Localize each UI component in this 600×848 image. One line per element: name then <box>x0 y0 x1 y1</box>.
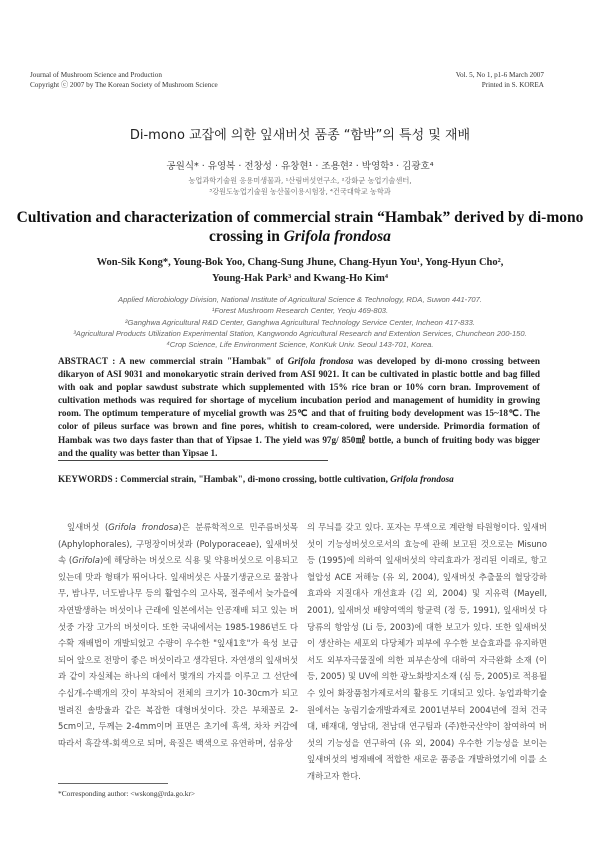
english-affiliations <box>0 294 600 350</box>
keywords-label: KEYWORDS : <box>58 474 118 484</box>
korean-affiliation-1: 농업과학기술원 응용미생물과, ¹산림버섯연구소, ²강화군 농업기술센터, <box>188 176 412 185</box>
english-title-line1: Cultivation and characterization of commercial strain “Hambak” derived by di-mono <box>16 209 584 226</box>
english-authors-line1: Won-Sik Kong*, Young-Bok Yoo, Chang-Sung Jhune, Chang-Hyun You¹, Yong-Hyun Cho², <box>96 257 504 268</box>
korean-authors: 공원식* · 유영복 · 전창성 · 유창현¹ · 조용현² · 박영학³ · 김광호⁴ <box>166 161 434 172</box>
issue-info: Vol. 5, No 1, p1-6 March 2007 <box>455 71 544 79</box>
corresponding-author-footnote: *Corresponding author: <wskong@rda.go.kr> <box>58 789 196 798</box>
body-column-left <box>58 519 298 751</box>
english-title <box>0 208 600 246</box>
english-title-line2 <box>0 227 600 246</box>
keywords <box>58 474 454 484</box>
keywords-species: Grifola frondosa <box>390 474 454 484</box>
abstract-divider <box>58 460 328 461</box>
korean-title: Di-mono 교잡에 의한 잎새버섯 품종 “함박”의 특성 및 재배 <box>129 128 471 143</box>
journal-header-left <box>30 70 218 90</box>
journal-header-right <box>456 70 544 90</box>
body-left-species: Grifola frondosa <box>108 522 179 532</box>
title-species: Grifola frondosa <box>283 228 391 245</box>
english-authors-line2: Young-Hak Park³ and Kwang-Ho Kim⁴ <box>211 273 389 284</box>
body-left-c: )에 해당하는 버섯으로 식용 및 약용버섯으로 이용되고 있는데 맛과 형태가 뛰어나다. 잎새버섯은 사물기생균으로 물참나무, 밤나무, 너도밤나무 등의 활엽수의 고사목, 절주에서 늦가을에 자연발생하는 버섯이나 근래에 일본에서는 인공재배 되고 있는 버섯중 가장 고가의 버섯이다. 또한 국내에서는 1985-1986년도 다수확 재배법이 개발되었고 수량이 우수한 "잎새1호"가 육성 보급되어 앞으로 전망이 좋은 버섯이라고 생각된다. 자연생의 잎새버섯과 같이 자실체는 하나의 대에서 몇개의 가지를 이루고 그 선단에 수십개-수백개의 갓이 부착되어 전체의 크기가 10-30cm가 되고 벌려진 솔방울과 같은 복잡한 대형버섯이다. 갓은 부채꼴로 2-5cm이고, 두께는 2-4mm이며 표면은 초기에 흑색, 차차 커감에 따라서 흑갈색-회색으로 되며, 육질은 백색으로 유연하며, 섬유상 <box>58 555 298 748</box>
keywords-text: Commercial strain, "Hambak", di-mono crossing, bottle cultivation, <box>117 474 391 484</box>
abstract <box>58 355 540 460</box>
journal-name: Journal of Mushroom Science and Production <box>30 71 162 79</box>
body-left-a: 잎새버섯 ( <box>67 522 109 532</box>
korean-affiliation-2: ³강원도농업기술원 농산물이용시험장, ⁴건국대학교 농학과 <box>209 187 391 196</box>
copyright-line: Copyright ⓒ 2007 by The Korean Society of Mushroom Science <box>30 81 218 89</box>
affiliation-2: ²Ganghwa Agricultural R&D Center, Ganghwa Agricultural Technology Service Center, Incheon 417-833. <box>125 317 475 327</box>
affiliation-4: ⁴Crop Science, Life Environment Science, KonKuk Univ. Seoul 143-701, Korea. <box>166 340 434 350</box>
footnote-divider <box>58 783 168 784</box>
abstract-text-b: was developed by di-mono crossing between dikaryon of ASI 9031 and monokaryotic strain derived from ASI 9021. It can be cultivated in plastic bottle and bag filled with oak and poplar sawdust substrate which supplemented with 15% rice bran or 10% corn bran. Improvement of cultivation methods was required for shortage of mycelium incubation period and management of humidity in growing room. The optimum temperature of mycelial growth was 25℃ and that of fruiting body development was 15~18℃. The color of pileus surface was brown and fine pores, whitish to cream-colored, were underside. Primordia formation of Hambak was two days faster than that of Yipsae 1. The yield was 97g/ 850㎖ bottle, a bunch of fruiting body was bigger and the quality was better than Yipsae 1. <box>58 356 540 458</box>
body-column-right: 의 무늬를 갖고 있다. 포자는 무색으로 계란형 타원형이다. 잎새버섯이 기능성버섯으로서의 효능에 관해 보고된 것으로는 Misuno 등 (1995)에 의하여 잎새버섯의 약리효과가 정리된 이래로, 항고혈압성 ACE 저해능 (유 외, 2004), 잎새버섯 추출물의 혈당강하효과와 지질대사 개선효과 (김 외, 2004) 및 지유력 (Mayell, 2001), 잎새버섯 배양여액의 항균력 (정 등, 1991), 잎새버섯 다당류의 항암성 (Li 등, 2003)에 대한 보고가 있다. 또한 잎새버섯이 생산하는 세포외 다당체가 피부에 우수한 보습효과를 유지하면서도 외부자극물질에 의한 피부손상에 대하여 자극완화 소재 (이 등, 2005) 및 UV에 의한 광노화방지소재 (심 등, 2005)로 적용될 수 있어 화장품첨가제로서의 활용도 기대되고 있다. 농업과학기술원에서는 농림기술개발과제로 2001년부터 2004년에 걸쳐 건국대, 배재대, 영남대, 전남대 연구팀과 (주)한국산약이 참여하여 버섯의 기능성을 연구하여 (유 외, 2004) 우수한 기능성을 보이는 잎새버섯의 병재배에 적합한 새로운 품종을 개발하였기에 이를 소개하고자 한다. <box>307 522 547 781</box>
affiliation-1: ¹Forest Mushroom Research Center, Yeoju 469-803. <box>211 306 389 316</box>
affiliation-3: ³Agricultural Products Utilization Experimental Station, Kangwondo Agricultural Research and Extention Services, Chuncheon 200-150. <box>73 328 527 338</box>
body-left-b: )은 분류학적으로 민주름버섯목 (Aphylophorales), 구멍장이버섯과 (Polyporaceae), 잎새버섯속 ( <box>58 522 299 566</box>
affiliation-0: Applied Microbiology Division, National Institute of Agricultural Science & Technology, RDA, Suwon 441-707. <box>118 295 482 304</box>
abstract-species: Grifola frondosa <box>287 356 354 366</box>
abstract-label: ABSTRACT : <box>58 356 116 366</box>
printed-in: Printed in S. KOREA <box>481 81 544 89</box>
abstract-text-a: A new commercial strain "Hambak" of <box>115 356 288 366</box>
title-prefix: crossing in <box>209 228 284 245</box>
body-left-genus: Grifola <box>72 555 100 566</box>
english-authors <box>0 255 600 287</box>
